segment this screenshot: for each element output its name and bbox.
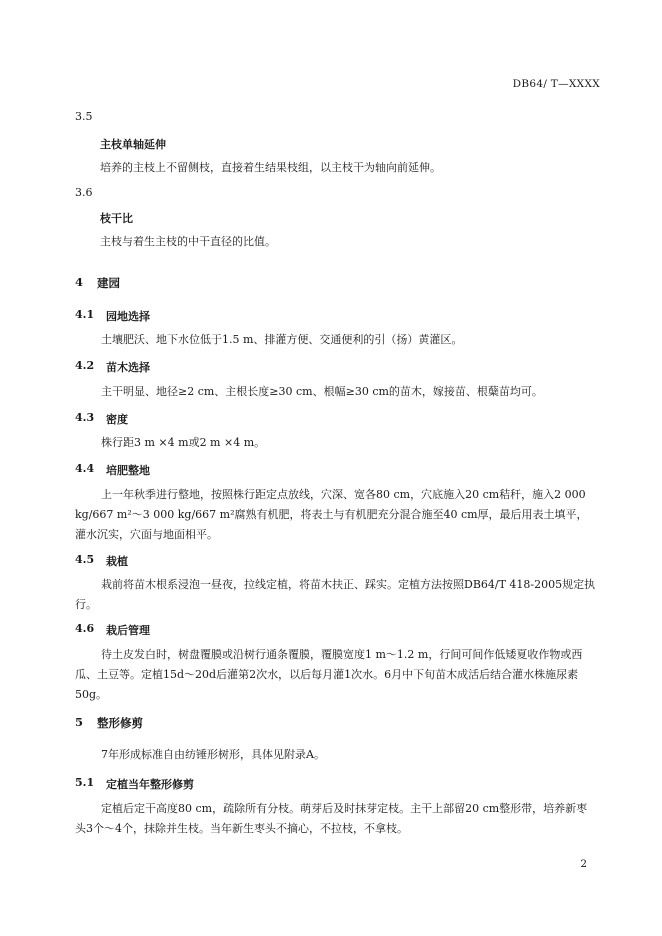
term-title: 主枝单轴延伸 <box>100 138 166 151</box>
section-title: 培肥整地 <box>106 464 150 477</box>
section-number: 4.6 <box>75 622 95 635</box>
chapter-intro: 7年形成标准自由纺锤形树形，具体见附录A。 <box>101 748 325 761</box>
section-number: 4.1 <box>75 308 95 321</box>
section-paragraph: 待土皮发白时，树盘覆膜或沿树行通条覆膜，覆膜宽度1 m～1.2 m，行间可间作低矮夏收作物或西瓜、土豆等。定植15d～20d后灌第2次水，以后每月灌1次水。6月中下旬苗木成活后结合灌水株施尿素50g。 <box>75 648 583 701</box>
section-number: 5.1 <box>75 776 95 789</box>
term-definition: 培养的主枝上不留侧枝，直接着生结果枝组，以主枝干为轴向前延伸。 <box>100 161 441 174</box>
section-paragraph: 栽前将苗木根系浸泡一昼夜，拉线定植，将苗木扶正、踩实。定植方法按照DB64/T 418-2005规定执行。 <box>75 578 596 611</box>
section-paragraph: 株行距3 m ×4 m或2 m ×4 m。 <box>101 436 266 449</box>
term-definition: 主枝与着生主枝的中干直径的比值。 <box>100 235 276 248</box>
standard-code: DB64/ T—XXXX <box>512 78 600 90</box>
term-number: 3.6 <box>75 186 93 199</box>
term-number: 3.5 <box>75 110 93 123</box>
section-number: 4.3 <box>75 411 95 424</box>
section-paragraph: 上一年秋季进行整地，按照株行距定点放线，穴深、宽各80 cm，穴底施入20 cm秸秆，施入2 000 kg/667 m²～3 000 kg/667 m²腐熟有机肥，将表土与有机肥充分混合施至40 cm厚，最后用表土填平，灌水沉实，穴面与地面相平。 <box>75 488 588 541</box>
section-number: 4.5 <box>75 553 95 566</box>
section-title: 苗木选择 <box>106 361 150 374</box>
section-number: 4.4 <box>75 462 95 475</box>
term-title: 枝干比 <box>100 212 133 225</box>
page-number: 2 <box>580 858 587 870</box>
chapter-title: 建园 <box>97 276 120 290</box>
section-title: 栽后管理 <box>106 624 150 637</box>
section-title: 定植当年整形修剪 <box>106 778 194 791</box>
section-paragraph: 定植后定干高度80 cm，疏除所有分枝。萌芽后及时抹芽定枝。主干上部留20 cm整形带，培养新枣头3个～4个，抹除并生枝。当年新生枣头不摘心，不拉枝，不拿枝。 <box>75 802 588 835</box>
chapter-number: 5 <box>75 715 84 729</box>
section-title: 园地选择 <box>106 310 150 323</box>
section-paragraph: 主干明显、地径≥2 cm、主根长度≥30 cm、根幅≥30 cm的苗木，嫁接苗、根蘖苗均可。 <box>101 385 543 398</box>
section-title: 密度 <box>106 413 128 426</box>
section-title: 栽植 <box>106 555 128 568</box>
chapter-title: 整形修剪 <box>97 716 143 730</box>
chapter-number: 4 <box>75 275 84 289</box>
section-paragraph: 土壤肥沃、地下水位低于1.5 m、排灌方便、交通便利的引（扬）黄灌区。 <box>101 333 463 346</box>
section-number: 4.2 <box>75 359 95 372</box>
